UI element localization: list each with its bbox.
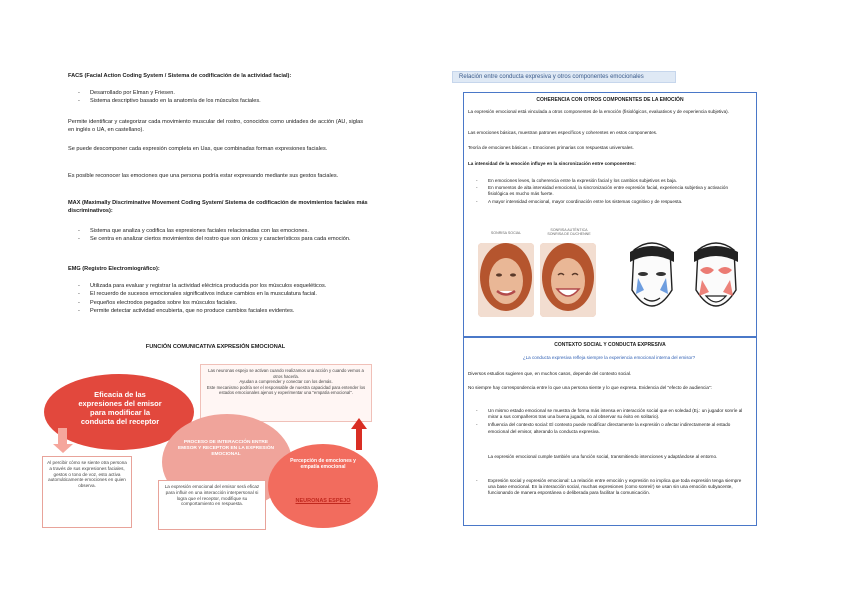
efficacy-label: Eficacia de las expresiones del emisor para modificar la conducta del receptor: [78, 390, 162, 426]
max-list: [78, 228, 363, 245]
arrow-up-icon: [351, 418, 367, 429]
coherence-p3: Teoría de emociones básicas = Emociones primarias con respuestas universales.: [468, 145, 634, 150]
muscle-face-left: [624, 240, 680, 324]
duchenne-smile-photo: [540, 243, 596, 317]
process-label: PROCESO DE INTERACCIÓN ENTRE EMISOR Y RECEPTOR EN LA EXPRESIÓN EMOCIONAL: [177, 440, 275, 457]
context-list-last: [476, 478, 748, 498]
perception-bubble: [268, 444, 378, 528]
list-item: - Un mismo estado emocional se muestra de forma más intensa en interacción social que en soledad (Ej.: un jugador sonríe al mirar a sus compañeros tras una buena jugada, no al observar su éxito en solitario).: [476, 408, 748, 420]
divider: [463, 336, 757, 338]
list-item: - Utilizada para evaluar y registrar la actividad eléctrica producida por los músculos esqueléticos.: [78, 283, 363, 290]
top-box: Las neuronas espejo se activan cuando realizamos una acción y cuando vemos a otros hacerla. Ayudan a comprender y conectar con los demás. Este mecanismo podría ser el responsable de nuestra capacidad para entender los estados emocionales ajenos y experimentar una "empatía emocional".: [200, 364, 372, 422]
arrow-up-shaft: [356, 428, 362, 450]
left-box: Al percibir cómo se siente otra persona a través de sus expresiones faciales, gestos o tono de voz, esto activa automáticamente emociones en quien observa.: [42, 456, 132, 528]
photo-label-duchenne: SONRISA AUTÉNTICA SONRISA DE DUCHENNE: [547, 228, 591, 237]
list-item: - En emociones leves, la coherencia entre la expresión facial y los cambios subjetivos es baja.: [476, 178, 748, 184]
list-item: - Pequeños electrodos pegados sobre los músculos faciales.: [78, 300, 363, 307]
facs-list: [78, 90, 363, 107]
context-list: [476, 408, 748, 436]
context-p3: La expresión emocional cumple también una función social, transmitiendo intenciones y adaptándose al entorno.: [488, 454, 718, 459]
coherence-p2: Las emociones básicas, muestran patrones específicos y coherentes en estos componentes.: [468, 130, 658, 135]
facs-paragraph: Permite identificar y categorizar cada movimiento muscular del rostro, conocidos como unidades de acción (AU, siglas en inglés o UA, en castellano).: [68, 119, 363, 133]
list-item: - Sistema descriptivo basado en la anatomía de los músculos faciales.: [78, 98, 363, 105]
diagram-title: FUNCIÓN COMUNICATIVA EXPRESIÓN EMOCIONAL: [145, 344, 286, 350]
arrow-down-shaft: [58, 428, 67, 444]
max-title: MAX (Maximally Discriminative Movement Coding System/ Sistema de codificación de movimientos faciales más discriminativos):: [68, 200, 368, 214]
coherence-list: [476, 178, 748, 206]
facs-title: FACS (Facial Action Coding System / Sistema de codificación de la actividad facial):: [68, 73, 292, 79]
context-p2: No siempre hay correspondencia entre lo que una persona siente y lo que expresa. Evidencia del "efecto de audiencia":: [468, 385, 712, 390]
arrow-down-icon: [53, 444, 73, 453]
emg-list: [78, 283, 363, 317]
perception-label: Percepción de emociones y empatía emocional: [290, 458, 356, 471]
list-item: - Se centra en analizar ciertos movimientos del rostro que son únicos y característicos para cada emoción.: [78, 236, 363, 243]
list-item: - A mayor intensidad emocional, mayor coordinación entre los sistemas cognitivo y de respuesta.: [476, 199, 748, 205]
social-smile-photo: [478, 243, 534, 317]
list-item: - El recuerdo de sucesos emocionales significativos induce cambios en la musculatura facial.: [78, 291, 363, 298]
coherence-p4: La intensidad de la emoción influye en la sincronización entre componentes:: [468, 161, 636, 166]
list-item: - Sistema que analiza y codifica las expresiones faciales relacionadas con las emociones.: [78, 228, 363, 235]
page-header: Relación entre conducta expresiva y otros componentes emocionales: [452, 71, 676, 83]
facs-paragraph: Es posible reconocer las emociones que una persona podría estar expresando mediante sus gestos faciales.: [68, 173, 339, 179]
emg-title: EMG (Registro Electromiográfico):: [68, 266, 160, 272]
context-question: ¿La conducta expresiva refleja siempre la experiencia emocional interna del emisor?: [522, 355, 696, 360]
list-item: - Influencia del contexto social: El contexto puede modificar directamente la expresión o afectar indirectamente al estado emocional del emisor, alterando la conducta expresiva.: [476, 422, 748, 434]
facs-paragraph: Se puede descomponer cada expresión completa en Uas, que combinadas forman expresiones faciales.: [68, 146, 328, 152]
list-item: - Desarrollado por Elman y Friesen.: [78, 90, 363, 97]
bottom-box: La expresión emocional del emisor será eficaz para influir en una interacción interpersonal si logra que el receptor, modifique su comportamiento en respuesta.: [158, 480, 266, 530]
coherence-p1: La expresión emocional está vinculada a otros componentes de la emoción (fisiológicos, evaluativos y de experiencia subjetiva).: [468, 109, 729, 114]
context-p1: Diversos estudios sugieren que, en muchos casos, depende del contexto social.: [468, 371, 632, 376]
communicative-diagram: [40, 358, 380, 530]
context-title: CONTEXTO SOCIAL Y CONDUCTA EXPRESIVA: [554, 342, 666, 348]
mirror-neurons-label: NEURONAS ESPEJO: [295, 498, 351, 504]
list-item: - Permite detectar actividad encubierta, que no produce cambios faciales evidentes.: [78, 308, 363, 315]
list-item: - Expresión social y expresión emocional: La relación entre emoción y expresión no implica que toda expresión tenga siempre una base emocional. En la interacción social, muchas expresiones (como sonreír) se usan sin una emoción subyacente, funcionando de manera espontánea o deliberada para facilitar la comunicación.: [476, 478, 748, 497]
photo-label-social: SONRISA SOCIAL: [490, 231, 522, 235]
coherence-title: COHERENCIA CON OTROS COMPONENTES DE LA EMOCIÓN: [536, 97, 684, 103]
list-item: - En momentos de alta intensidad emocional, la sincronización entre expresión facial, experiencia subjetiva y activación fisiológica es mucho más fuerte.: [476, 185, 748, 197]
muscle-face-right: [688, 240, 744, 324]
